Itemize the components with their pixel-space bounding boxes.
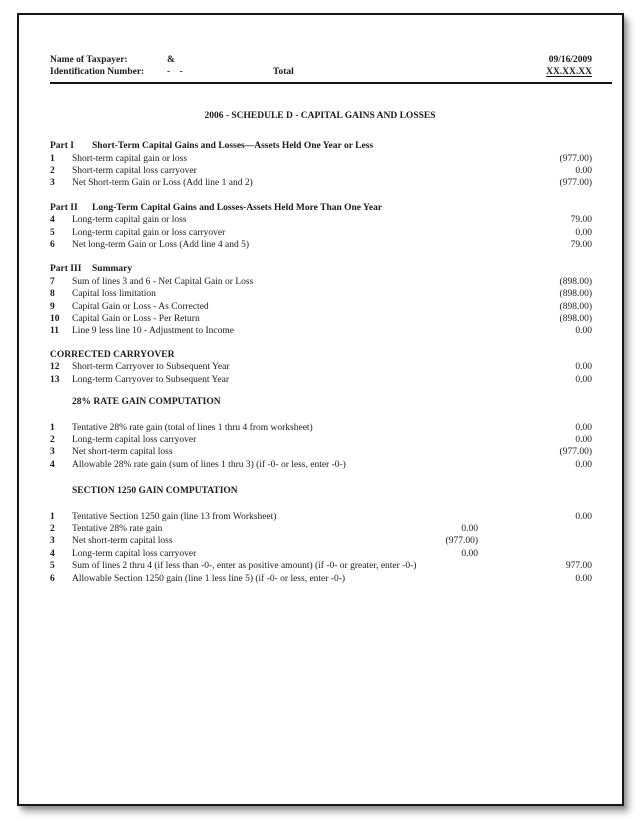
line-label: Long-term Carryover to Subsequent Year — [72, 374, 229, 385]
line-amount: 0.00 — [575, 362, 592, 373]
line-label: Long-term capital loss carryover — [72, 434, 197, 445]
line-number: 1 — [50, 511, 55, 522]
line-row — [50, 374, 612, 386]
line-row — [50, 239, 612, 251]
line-amount: (977.00) — [559, 153, 592, 164]
line-number: 7 — [50, 276, 55, 287]
line-amount-middle-column: (977.00) — [445, 536, 478, 547]
line-row — [50, 153, 612, 165]
line-label: Tentative 28% rate gain (total of lines 1 thru 4 from worksheet) — [72, 422, 313, 433]
line-amount: 977.00 — [565, 561, 592, 572]
line-number: 1 — [50, 153, 55, 164]
total-column-label: Total — [273, 67, 294, 78]
part3-label: Part III — [50, 264, 82, 275]
line-amount-middle-column: 0.00 — [461, 548, 478, 559]
version-code: XX.XX.XX — [546, 67, 592, 78]
line-amount: 0.00 — [575, 227, 592, 238]
line-row — [50, 227, 612, 239]
line-number: 3 — [50, 447, 55, 458]
line-label: Net Short-term Gain or Loss (Add line 1 and 2) — [72, 178, 253, 189]
line-row — [50, 560, 612, 572]
page-title: 2006 - SCHEDULE D - CAPITAL GAINS AND LOSSES — [204, 110, 436, 121]
header-rule — [50, 80, 612, 84]
section-head-28pct: 28% RATE GAIN COMPUTATION — [72, 397, 221, 408]
line-label: Net long-term Gain or Loss (Add line 4 and 5) — [72, 240, 250, 251]
line-number: 2 — [50, 523, 55, 534]
line-label: Capital Gain or Loss - Per Return — [72, 314, 200, 325]
line-row — [50, 548, 612, 560]
line-number: 2 — [50, 434, 55, 445]
line-row — [50, 535, 612, 547]
line-number: 6 — [50, 573, 55, 584]
line-number: 5 — [50, 561, 55, 572]
line-row — [50, 288, 612, 300]
line-number: 5 — [50, 227, 55, 238]
line-label: Allowable Section 1250 gain (line 1 less line 5) (if -0- or less, enter -0-) — [72, 573, 346, 584]
line-label: Short-term Carryover to Subsequent Year — [72, 362, 230, 373]
section-head-part1 — [50, 140, 612, 152]
identification-label: Identification Number: — [50, 67, 145, 78]
line-number: 10 — [50, 314, 60, 325]
line-number: 1 — [50, 422, 55, 433]
line-amount-middle-column: 0.00 — [461, 523, 478, 534]
line-number: 8 — [50, 289, 55, 300]
line-number: 3 — [50, 178, 55, 189]
section-head-part3 — [50, 263, 612, 275]
line-label: Tentative Section 1250 gain (line 13 from Worksheet) — [72, 511, 277, 522]
line-label: Long-term capital loss carryover — [72, 548, 197, 559]
line-number: 3 — [50, 536, 55, 547]
part2-label: Part II — [50, 202, 78, 213]
line-label: Capital Gain or Loss - As Corrected — [72, 301, 209, 312]
line-number: 4 — [50, 459, 55, 470]
section-head-corrected-carryover: CORRECTED CARRYOVER — [50, 349, 175, 360]
line-row — [50, 523, 612, 535]
line-label: Short-term capital gain or loss — [72, 153, 188, 164]
line-row — [50, 165, 612, 177]
line-number: 11 — [50, 326, 59, 337]
line-label: Short-term capital loss carryover — [72, 166, 197, 176]
line-amount: (898.00) — [559, 301, 592, 312]
line-row — [50, 301, 612, 313]
part3-heading: Summary — [92, 264, 133, 275]
line-number: 6 — [50, 240, 55, 251]
section-head-1250: SECTION 1250 GAIN COMPUTATION — [72, 486, 238, 497]
line-amount: 0.00 — [575, 434, 592, 445]
taxpayer-name-value: & — [167, 55, 175, 65]
identification-value: - - — [167, 67, 183, 78]
line-row — [50, 313, 612, 325]
line-row — [50, 325, 612, 337]
line-amount: 0.00 — [575, 573, 592, 584]
line-label: Long-term capital gain or loss carryover — [72, 227, 226, 238]
part1-label: Part I — [50, 141, 75, 152]
line-label: Net short-term capital loss — [72, 447, 173, 458]
identification-row — [50, 66, 612, 78]
section-head-part2 — [50, 202, 612, 214]
line-label: Capital loss limitation — [72, 289, 156, 300]
line-number: 4 — [50, 548, 55, 559]
line-row — [50, 214, 612, 226]
report-date: 09/16/2009 — [548, 55, 592, 65]
line-number: 13 — [50, 374, 60, 385]
line-amount: (898.00) — [559, 289, 592, 300]
line-row — [50, 511, 612, 523]
line-amount: 0.00 — [575, 374, 592, 385]
line-number: 4 — [50, 215, 55, 226]
line-row — [50, 446, 612, 458]
line-row — [50, 177, 612, 189]
line-amount: 0.00 — [575, 422, 592, 433]
line-label: Tentative 28% rate gain — [72, 523, 163, 534]
line-row — [50, 361, 612, 373]
page-content — [50, 15, 612, 585]
line-amount: 0.00 — [575, 459, 592, 470]
line-amount: 0.00 — [575, 166, 592, 176]
line-row — [50, 573, 612, 585]
line-label: Net short-term capital loss — [72, 536, 173, 547]
part2-heading: Long-Term Capital Gains and Losses-Assets Held More Than One Year — [92, 202, 383, 213]
line-row — [50, 459, 612, 471]
line-amount: (977.00) — [559, 178, 592, 189]
line-amount: 79.00 — [570, 215, 592, 226]
line-amount: 0.00 — [575, 326, 592, 337]
line-label: Sum of lines 2 thru 4 (if less than -0-, enter as positive amount) (if -0- or greater, enter -0-) — [72, 561, 417, 572]
taxpayer-name-label: Name of Taxpayer: — [50, 55, 128, 65]
line-label: Sum of lines 3 and 6 - Net Capital Gain or Loss — [72, 276, 254, 287]
line-amount: 79.00 — [570, 240, 592, 251]
taxpayer-name-row — [50, 54, 612, 66]
line-amount: (977.00) — [559, 447, 592, 458]
line-amount: 0.00 — [575, 511, 592, 522]
line-amount: (898.00) — [559, 276, 592, 287]
line-label: Long-term capital gain or loss — [72, 215, 187, 226]
line-row — [50, 434, 612, 446]
line-number: 9 — [50, 301, 55, 312]
line-row — [50, 422, 612, 434]
line-amount: (898.00) — [559, 314, 592, 325]
part1-heading: Short-Term Capital Gains and Losses—Assets Held One Year or Less — [92, 141, 374, 152]
line-row — [50, 276, 612, 288]
line-label: Line 9 less line 10 - Adjustment to Income — [72, 326, 235, 337]
line-number: 2 — [50, 166, 55, 176]
line-number: 12 — [50, 362, 60, 373]
document-page — [17, 13, 624, 806]
line-label: Allowable 28% rate gain (sum of lines 1 thru 3) (if -0- or less, enter -0-) — [72, 459, 346, 470]
